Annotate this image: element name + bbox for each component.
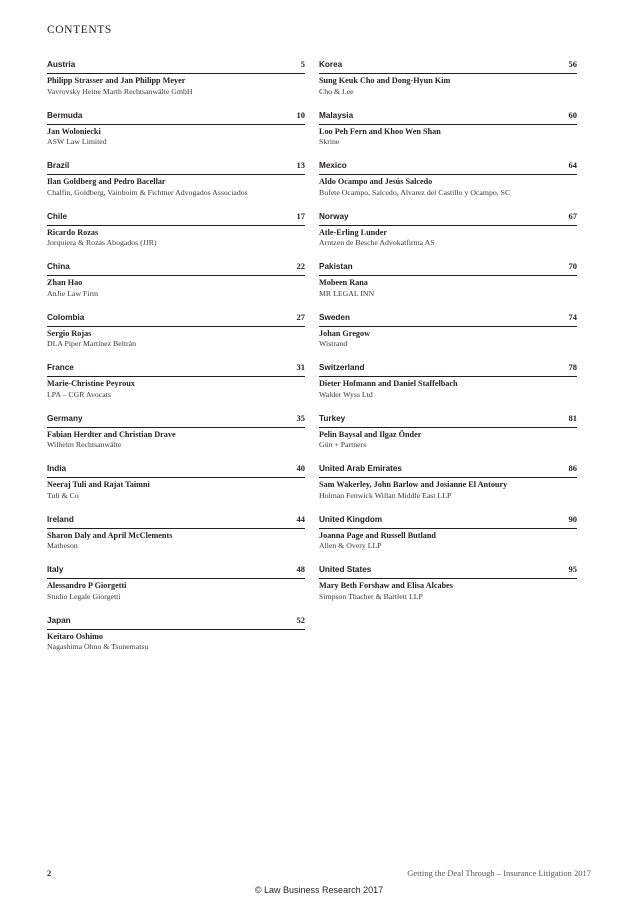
- toc-entry-heading: [319, 261, 577, 276]
- law-firm: Allen & Overy LLP: [319, 541, 382, 550]
- toc-entry-heading: [47, 463, 305, 478]
- toc-entry[interactable]: [319, 110, 577, 161]
- page-number: 86: [568, 463, 577, 473]
- copyright-notice: © Law Business Research 2017: [254, 885, 384, 895]
- page-number: 67: [568, 210, 577, 221]
- page-number: 48: [296, 564, 305, 574]
- toc-entry-heading: [319, 110, 577, 125]
- toc-entry-heading: [47, 261, 305, 276]
- toc-entry[interactable]: [319, 463, 577, 514]
- country-name[interactable]: Austria: [47, 60, 76, 69]
- law-firm: Jorquiera & Rozas Abogados (JJR): [47, 238, 157, 247]
- country-name[interactable]: United States: [319, 565, 372, 574]
- toc-entry[interactable]: [47, 211, 305, 262]
- authors: Fabian Herdter and Christian Drave: [47, 429, 176, 439]
- authors: Pelin Baysal and Ilgaz Önder: [319, 429, 422, 439]
- page-number: 13: [296, 160, 305, 170]
- page-number: 81: [568, 412, 577, 423]
- page-number: 74: [568, 311, 577, 322]
- authors: Johan Gregow: [319, 328, 371, 338]
- toc-entry-heading: [47, 564, 305, 579]
- law-firm: AnJie Law Firm: [47, 288, 99, 298]
- country-name[interactable]: Chile: [47, 211, 68, 221]
- country-name[interactable]: Colombia: [47, 312, 85, 322]
- toc-entry[interactable]: [47, 312, 305, 363]
- toc-entry[interactable]: [319, 514, 577, 565]
- toc-entry-heading: [47, 514, 305, 529]
- country-name[interactable]: Brazil: [47, 161, 70, 170]
- country-name[interactable]: Ireland: [47, 514, 74, 524]
- country-name[interactable]: Italy: [47, 565, 64, 574]
- law-firm: Gün + Partners: [319, 440, 367, 449]
- country-name[interactable]: Turkey: [319, 413, 346, 423]
- page-title: CONTENTS: [47, 24, 112, 36]
- law-firm: ASW Law Limited: [47, 137, 107, 146]
- toc-entry-heading: [47, 362, 305, 377]
- toc-entry[interactable]: [319, 261, 577, 312]
- toc-entry-heading: [47, 615, 305, 630]
- authors: Sharon Daly and April McClements: [47, 530, 173, 540]
- toc-entry-heading: [319, 514, 577, 529]
- toc-entry-heading: [319, 211, 577, 226]
- toc-entry[interactable]: [47, 463, 305, 514]
- page-number: 56: [568, 59, 577, 69]
- country-name[interactable]: India: [47, 464, 67, 473]
- page-number: 22: [296, 261, 305, 271]
- country-name[interactable]: United Kingdom: [319, 514, 383, 524]
- authors: Mary Beth Forshaw and Elisa Alcabes: [319, 581, 453, 590]
- country-name[interactable]: Pakistan: [319, 262, 353, 271]
- authors: Mobeen Rana: [319, 278, 368, 287]
- law-firm: Holman Fenwick Willan Middle East LLP: [319, 490, 452, 500]
- authors: Alessandro P Giorgetti: [47, 581, 127, 590]
- contents-left-column: [47, 59, 305, 665]
- page-number: 64: [568, 160, 577, 170]
- toc-entry-heading: [47, 211, 305, 226]
- country-name[interactable]: Bermuda: [47, 110, 83, 120]
- toc-entry[interactable]: [47, 413, 305, 464]
- law-firm: Matheson: [47, 541, 78, 550]
- law-firm: Simpson Thacher & Bartlett LLP: [319, 591, 423, 601]
- authors: Keitaro Oshimo: [47, 631, 104, 641]
- authors: Dieter Hofmann and Daniel Staffelbach: [319, 379, 458, 388]
- country-name[interactable]: Korea: [319, 60, 343, 69]
- country-name[interactable]: Mexico: [319, 161, 347, 170]
- page-number: 35: [296, 412, 305, 423]
- country-name[interactable]: Germany: [47, 413, 83, 423]
- toc-entry[interactable]: [47, 261, 305, 312]
- law-firm: Chalfin, Goldberg, Vainboim & Fichtner Advogados Associados: [47, 187, 248, 197]
- toc-entry[interactable]: [319, 564, 577, 615]
- footer-page-number: 2: [47, 868, 52, 878]
- page-number: 27: [296, 311, 305, 322]
- toc-entry[interactable]: [319, 312, 577, 363]
- authors: Neeraj Tuli and Rajat Taimni: [47, 480, 150, 489]
- toc-entry-heading: [319, 312, 577, 327]
- law-firm: Vavrovsky Heine Marth Rechtsanwälte GmbH: [47, 86, 193, 96]
- toc-entry[interactable]: [319, 59, 577, 110]
- country-name[interactable]: Malaysia: [319, 110, 354, 120]
- toc-entry[interactable]: [319, 211, 577, 262]
- country-name[interactable]: Sweden: [319, 312, 350, 322]
- authors: Ilan Goldberg and Pedro Bacellar: [47, 177, 166, 186]
- law-firm: Arntzen de Besche Advokatfirma AS: [319, 238, 435, 247]
- authors: Sergio Rojas: [47, 328, 92, 338]
- country-name[interactable]: France: [47, 363, 74, 372]
- law-firm: LPA – CGR Avocats: [47, 389, 111, 399]
- toc-entry-heading: [319, 59, 577, 74]
- toc-entry-heading: [319, 564, 577, 579]
- toc-entry[interactable]: [47, 514, 305, 565]
- country-name[interactable]: China: [47, 262, 70, 271]
- authors: Marie-Christine Peyroux: [47, 379, 135, 388]
- toc-entry[interactable]: [319, 160, 577, 211]
- toc-entry[interactable]: [47, 110, 305, 161]
- page-number: 95: [568, 564, 577, 574]
- law-firm: Studio Legale Giorgetti: [47, 591, 121, 601]
- law-firm: DLA Piper Martínez Beltrán: [47, 339, 136, 348]
- authors: Zhan Hao: [47, 278, 83, 287]
- law-firm: Nagashima Ohno & Tsunematsu: [47, 642, 149, 651]
- authors: Joanna Page and Russell Butland: [319, 530, 436, 540]
- toc-entry-heading: [319, 463, 577, 478]
- country-name[interactable]: Japan: [47, 615, 71, 625]
- toc-entry-heading: [319, 413, 577, 428]
- page-number: 10: [296, 109, 305, 120]
- toc-entry-heading: [47, 160, 305, 175]
- toc-entry[interactable]: [47, 59, 305, 110]
- page-number: 70: [568, 261, 577, 271]
- country-name[interactable]: Switzerland: [319, 363, 365, 372]
- footer-journal-title: Getting the Deal Through – Insurance Litigation 2017: [407, 868, 591, 878]
- toc-entry[interactable]: [47, 362, 305, 413]
- page-number: 40: [296, 463, 305, 473]
- toc-entry-heading: [319, 362, 577, 377]
- authors: Jan Woloniecki: [47, 126, 101, 136]
- toc-entry-heading: [47, 413, 305, 428]
- law-firm: Walder Wyss Ltd: [319, 389, 373, 399]
- toc-entry-heading: [319, 160, 577, 175]
- law-firm: Cho & Lee: [319, 86, 354, 96]
- law-firm: Wilhelm Rechtsanwälte: [47, 440, 122, 449]
- page-number: 5: [300, 59, 305, 69]
- law-firm: Bufete Ocampo, Salcedo, Alvarez del Castillo y Ocampo, SC: [319, 187, 511, 197]
- toc-entry[interactable]: [47, 564, 305, 615]
- authors: Atle-Erling Lunder: [319, 227, 388, 237]
- toc-entry-heading: [47, 59, 305, 74]
- law-firm: Wistrand: [319, 339, 348, 348]
- authors: Aldo Ocampo and Jesús Salcedo: [319, 177, 433, 186]
- authors: Sung Keuk Cho and Dong-Hyun Kim: [319, 76, 451, 85]
- page-number: 90: [568, 513, 577, 524]
- page-number: 31: [296, 362, 305, 372]
- page-number: 78: [568, 362, 577, 372]
- toc-entry-heading: [47, 110, 305, 125]
- page-number: 52: [296, 614, 305, 625]
- page-number: 17: [296, 210, 305, 221]
- authors: Loo Peh Fern and Khoo Wen Shan: [319, 126, 441, 136]
- authors: Sam Wakerley, John Barlow and Josianne El Antoury: [319, 480, 508, 489]
- toc-entry[interactable]: [319, 362, 577, 413]
- authors: Philipp Strasser and Jan Philipp Meyer: [47, 76, 186, 85]
- toc-entry[interactable]: [319, 413, 577, 464]
- authors: Ricardo Rozas: [47, 227, 99, 237]
- country-name[interactable]: Norway: [319, 211, 349, 221]
- toc-entry[interactable]: [47, 615, 305, 666]
- law-firm: Tuli & Co: [47, 490, 79, 500]
- contents-right-column: [319, 59, 577, 615]
- law-firm: MR LEGAL INN: [319, 288, 375, 298]
- toc-entry-heading: [47, 312, 305, 327]
- page-number: 44: [296, 513, 305, 524]
- page-number: 60: [568, 109, 577, 120]
- toc-entry[interactable]: [47, 160, 305, 211]
- country-name[interactable]: United Arab Emirates: [319, 464, 402, 473]
- law-firm: Skrine: [319, 137, 340, 146]
